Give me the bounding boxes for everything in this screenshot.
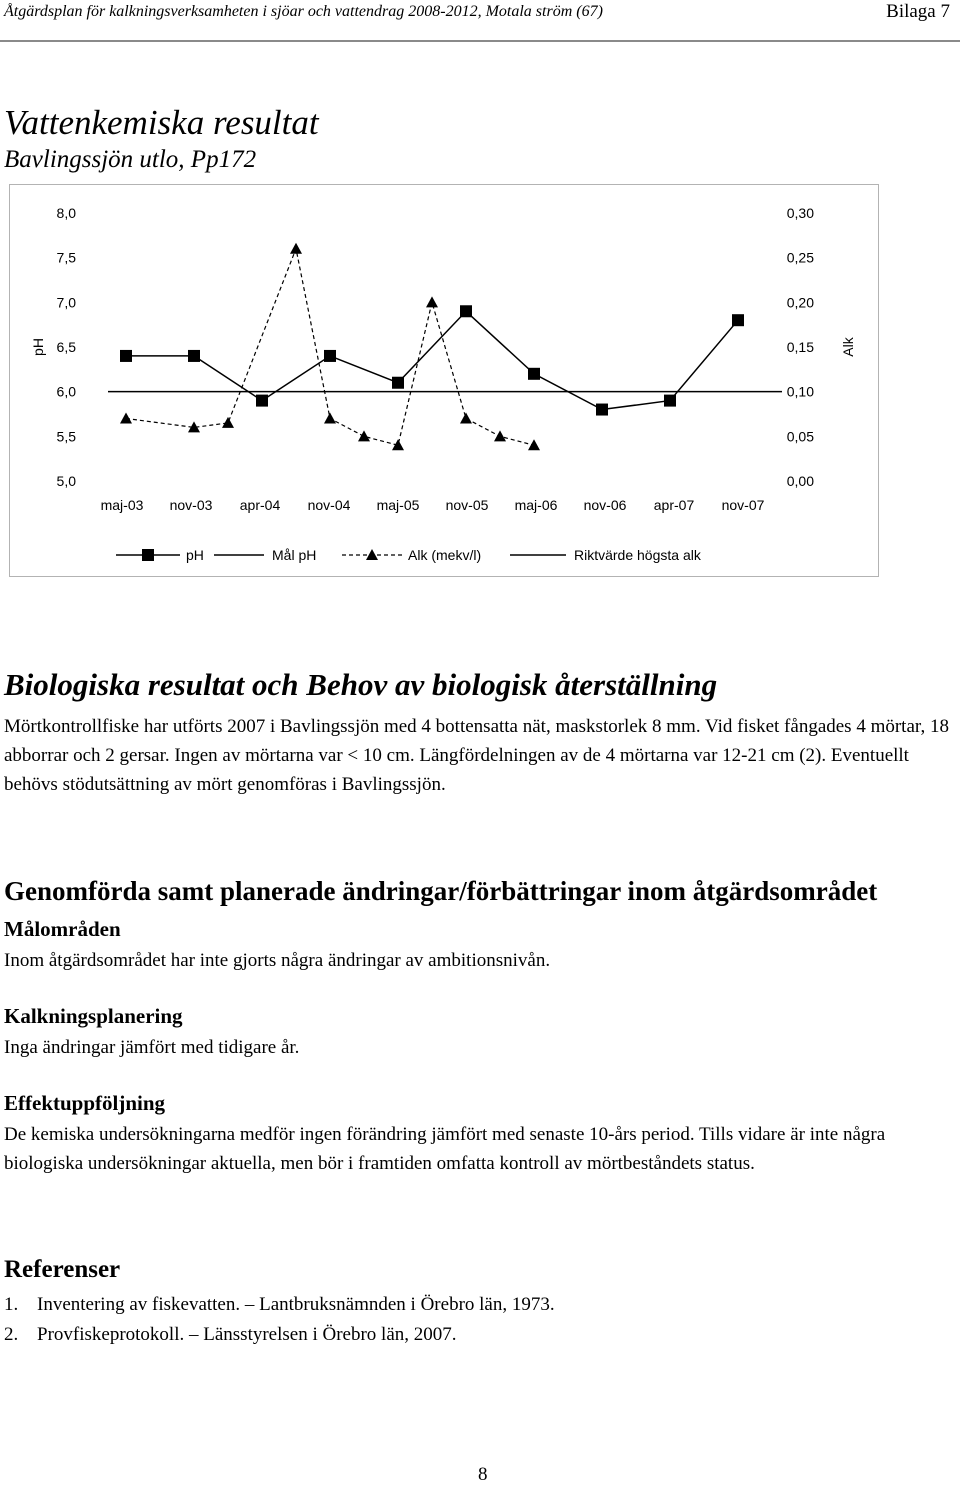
y-tick-label: 7,0 xyxy=(56,294,76,311)
ph-point xyxy=(120,350,132,362)
legend-label-ph: pH xyxy=(186,547,204,563)
alk-point xyxy=(222,417,234,428)
ph-point xyxy=(324,350,336,362)
reference-item xyxy=(4,1294,555,1316)
ph-point xyxy=(392,377,404,389)
alk-point xyxy=(528,439,540,450)
target-areas-text: Inom åtgärdsområdet har inte gjorts några ändringar av ambitionsnivån. xyxy=(4,950,551,971)
target-areas-heading: Målområden xyxy=(4,917,121,941)
y-tick-label: 7,5 xyxy=(56,249,76,266)
reference-text: Inventering av fiskevatten. – Lantbruksnämnden i Örebro län, 1973. xyxy=(37,1294,555,1315)
y2-tick-label: 0,20 xyxy=(786,294,814,311)
ph-point xyxy=(256,395,268,407)
ph-point xyxy=(664,395,676,407)
y-tick-label: 6,0 xyxy=(56,383,76,400)
bio-heading: Biologiska resultat och Behov av biologisk återställning xyxy=(4,667,718,702)
ph-point xyxy=(596,404,608,416)
y2-tick-label: 0,25 xyxy=(786,249,814,266)
y2-tick-label: 0,10 xyxy=(786,383,814,400)
bio-paragraph: Mörtkontrollfiske har utförts 2007 i Bavlingssjön med 4 bottensatta nät, maskstorlek 8 mm. Vid fisket fångades 4 mörtar, 18 abborrar och 2 gersar. Ingen av mörtarna var < 10 cm. Längfördelningen av de 4 mörtarna var 12-21 cm (2). Eventuellt behövs stödutsättning av mört genomföras i Bavlingssjön. xyxy=(4,716,949,795)
x-tick-label: nov-05 xyxy=(445,497,489,513)
water-chemistry-chart xyxy=(9,184,879,577)
references-heading: Referenser xyxy=(4,1256,121,1283)
ph-point xyxy=(528,368,540,380)
y2-tick-label: 0,00 xyxy=(786,473,814,489)
legend-label-target-ph: Mål pH xyxy=(272,547,317,563)
x-tick-label: nov-06 xyxy=(583,497,627,513)
page-number: 8 xyxy=(478,1464,488,1485)
y2-tick-label: 0,15 xyxy=(786,339,814,355)
x-tick-label: nov-07 xyxy=(721,497,765,513)
header-document-title: Åtgärdsplan för kalkningsverksamheten i sjöar och vattendrag 2008-2012, Motala ström (67) xyxy=(4,3,603,20)
ph-point xyxy=(732,314,744,326)
x-tick-label: maj-03 xyxy=(100,497,144,513)
y2-tick-label: 0,05 xyxy=(786,428,814,445)
monitoring-text: De kemiska undersökningarna medför ingen förändring jämfört med senaste 10-års period. Tills vidare är inte några biologiska undersökningar aktuella, men bör i framtiden omfatta kontroll av mörtbeståndets status. xyxy=(4,1124,886,1174)
ph-point xyxy=(188,350,200,362)
ph-series-line xyxy=(126,311,738,409)
reference-number: 2. xyxy=(4,1324,19,1345)
y-tick-label: 6,5 xyxy=(56,339,76,355)
y-tick-label: 5,0 xyxy=(56,473,76,489)
x-tick-label: apr-07 xyxy=(653,497,695,513)
alk-point xyxy=(290,243,302,254)
alk-point xyxy=(460,412,472,423)
legend-label-alk: Alk (mekv/l) xyxy=(408,547,482,563)
alk-point xyxy=(426,296,438,307)
liming-planning-text: Inga ändringar jämfört med tidigare år. xyxy=(4,1037,300,1058)
legend-alk-marker xyxy=(366,549,378,560)
alk-point xyxy=(358,430,370,441)
section-subtitle: Bavlingssjön utlo, Pp172 xyxy=(4,146,257,173)
header-divider xyxy=(0,40,960,42)
monitoring-heading: Effektuppföljning xyxy=(4,1091,166,1115)
x-tick-label: maj-05 xyxy=(376,497,420,513)
x-tick-label: maj-06 xyxy=(514,497,558,513)
legend-label-threshold: Riktvärde högsta alk xyxy=(574,547,701,563)
liming-planning-heading: Kalkningsplanering xyxy=(4,1004,183,1028)
y-tick-label: 5,5 xyxy=(56,428,76,445)
reference-item xyxy=(4,1324,457,1346)
chart-svg xyxy=(10,185,878,576)
y2-tick-label: 0,30 xyxy=(786,205,814,221)
reference-number: 1. xyxy=(4,1294,19,1315)
x-tick-label: nov-03 xyxy=(169,497,213,513)
x-tick-label: apr-04 xyxy=(239,497,281,513)
reference-text: Provfiskeprotokoll. – Länsstyrelsen i Örebro län, 2007. xyxy=(37,1324,457,1345)
alk-point xyxy=(494,430,506,441)
x-tick-label: nov-04 xyxy=(307,497,351,513)
alk-point xyxy=(324,412,336,423)
changes-heading: Genomförda samt planerade ändringar/förbättringar inom åtgärdsområdet xyxy=(4,876,878,906)
page-header xyxy=(0,0,960,44)
section-title: Vattenkemiska resultat xyxy=(4,103,319,142)
y-tick-label: 8,0 xyxy=(56,205,76,221)
ph-point xyxy=(460,305,472,317)
alk-point xyxy=(120,412,132,423)
y-axis-title: pH xyxy=(30,338,46,356)
legend-ph-marker xyxy=(142,549,154,561)
header-appendix-label: Bilaga 7 xyxy=(886,1,950,22)
y2-axis-title: Alk xyxy=(840,337,856,357)
